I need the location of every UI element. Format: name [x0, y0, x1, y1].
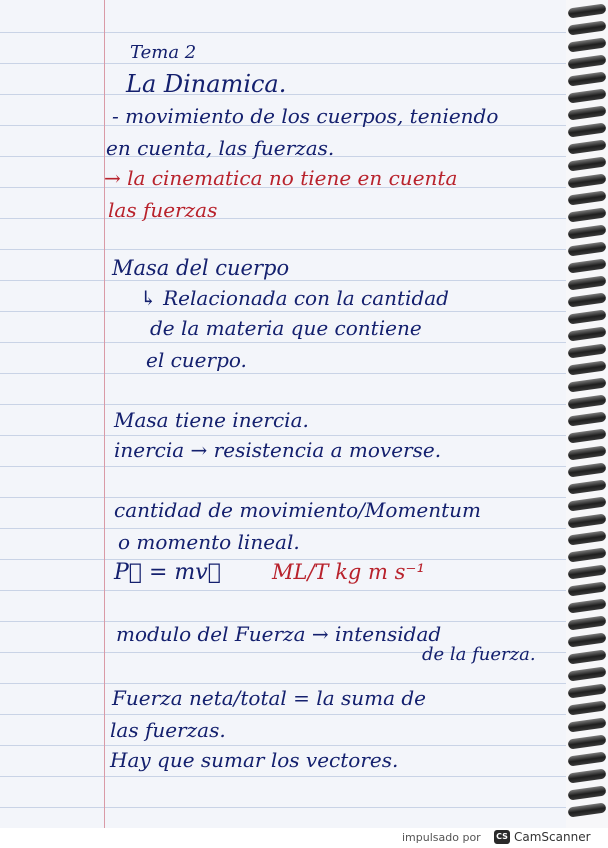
spiral-coil — [567, 71, 606, 86]
spiral-coil — [567, 122, 606, 137]
note-line: o momento lineal. — [118, 530, 300, 554]
note-line: - movimiento de los cuerpos, teniendo — [112, 104, 499, 128]
note-line: de la materia que contiene — [150, 316, 422, 340]
spiral-coil — [567, 326, 606, 341]
spiral-coil — [567, 428, 606, 443]
spiral-coil — [567, 717, 606, 732]
spiral-coil — [567, 598, 606, 613]
spiral-coil — [567, 88, 606, 103]
note-line: en cuenta, las fuerzas. — [106, 136, 335, 160]
spiral-coil — [567, 309, 606, 324]
spiral-coil — [567, 462, 606, 477]
spiral-coil — [567, 54, 606, 69]
note-line-red: → la cinematica no tiene en cuenta — [104, 166, 458, 190]
spiral-coil — [567, 666, 606, 681]
note-line: Masa tiene inercia. — [114, 408, 309, 432]
spiral-coil — [567, 190, 606, 205]
spiral-coil — [567, 564, 606, 579]
spiral-coil — [567, 37, 606, 52]
spiral-coil — [567, 581, 606, 596]
note-line: Hay que sumar los vectores. — [110, 748, 399, 772]
spiral-coil — [567, 156, 606, 171]
spiral-coil — [567, 734, 606, 749]
spiral-coil — [567, 530, 606, 545]
spiral-coil — [567, 3, 606, 18]
note-line: modulo del Fuerza → intensidad — [116, 622, 442, 646]
spiral-coil — [567, 479, 606, 494]
spiral-coil — [567, 20, 606, 35]
spiral-coil — [567, 768, 606, 783]
spiral-coil — [567, 445, 606, 460]
spiral-coil — [567, 360, 606, 375]
margin-line — [104, 0, 105, 828]
note-line: de la fuerza. — [422, 644, 536, 665]
units-red: ML/T kg m s⁻¹ — [272, 560, 425, 584]
spiral-coil — [567, 785, 606, 800]
spiral-coil — [567, 683, 606, 698]
spiral-coil — [567, 173, 606, 188]
spiral-coil — [567, 802, 606, 817]
spiral-coil — [567, 343, 606, 358]
spiral-coil — [567, 377, 606, 392]
note-line: el cuerpo. — [146, 348, 247, 372]
spiral-coil — [567, 411, 606, 426]
spiral-coil — [567, 292, 606, 307]
spiral-coil — [567, 394, 606, 409]
spiral-coil — [567, 139, 606, 154]
spiral-coil — [567, 615, 606, 630]
spiral-coil — [567, 258, 606, 273]
spiral-coil — [567, 700, 606, 715]
title: La Dinamica. — [126, 70, 287, 98]
scanner-footer — [0, 828, 608, 848]
spiral-coil — [567, 513, 606, 528]
camscanner-logo-icon: CS — [494, 830, 510, 844]
footer-label: impulsado por — [402, 831, 481, 844]
note-line-red: las fuerzas — [108, 198, 218, 222]
spiral-coil — [567, 547, 606, 562]
spiral-coil — [567, 241, 606, 256]
spiral-coil — [567, 224, 606, 239]
note-line: las fuerzas. — [110, 718, 226, 742]
spiral-coil — [567, 105, 606, 120]
note-line: inercia → resistencia a moverse. — [114, 438, 442, 462]
spiral-coil — [567, 496, 606, 511]
spiral-coil — [567, 649, 606, 664]
footer-brand: CamScanner — [514, 830, 591, 844]
note-line: Masa del cuerpo — [112, 256, 290, 280]
spiral-coil — [567, 632, 606, 647]
spiral-binding — [566, 0, 608, 828]
spiral-coil — [567, 751, 606, 766]
heading: Tema 2 — [130, 42, 197, 63]
note-line: Fuerza neta/total = la suma de — [112, 686, 427, 710]
formula: P⃗ = mv⃗ — [114, 560, 221, 585]
note-line: cantidad de movimiento/Momentum — [114, 498, 482, 522]
spiral-coil — [567, 207, 606, 222]
spiral-coil — [567, 275, 606, 290]
note-line: ↳ Relacionada con la cantidad — [140, 286, 449, 310]
